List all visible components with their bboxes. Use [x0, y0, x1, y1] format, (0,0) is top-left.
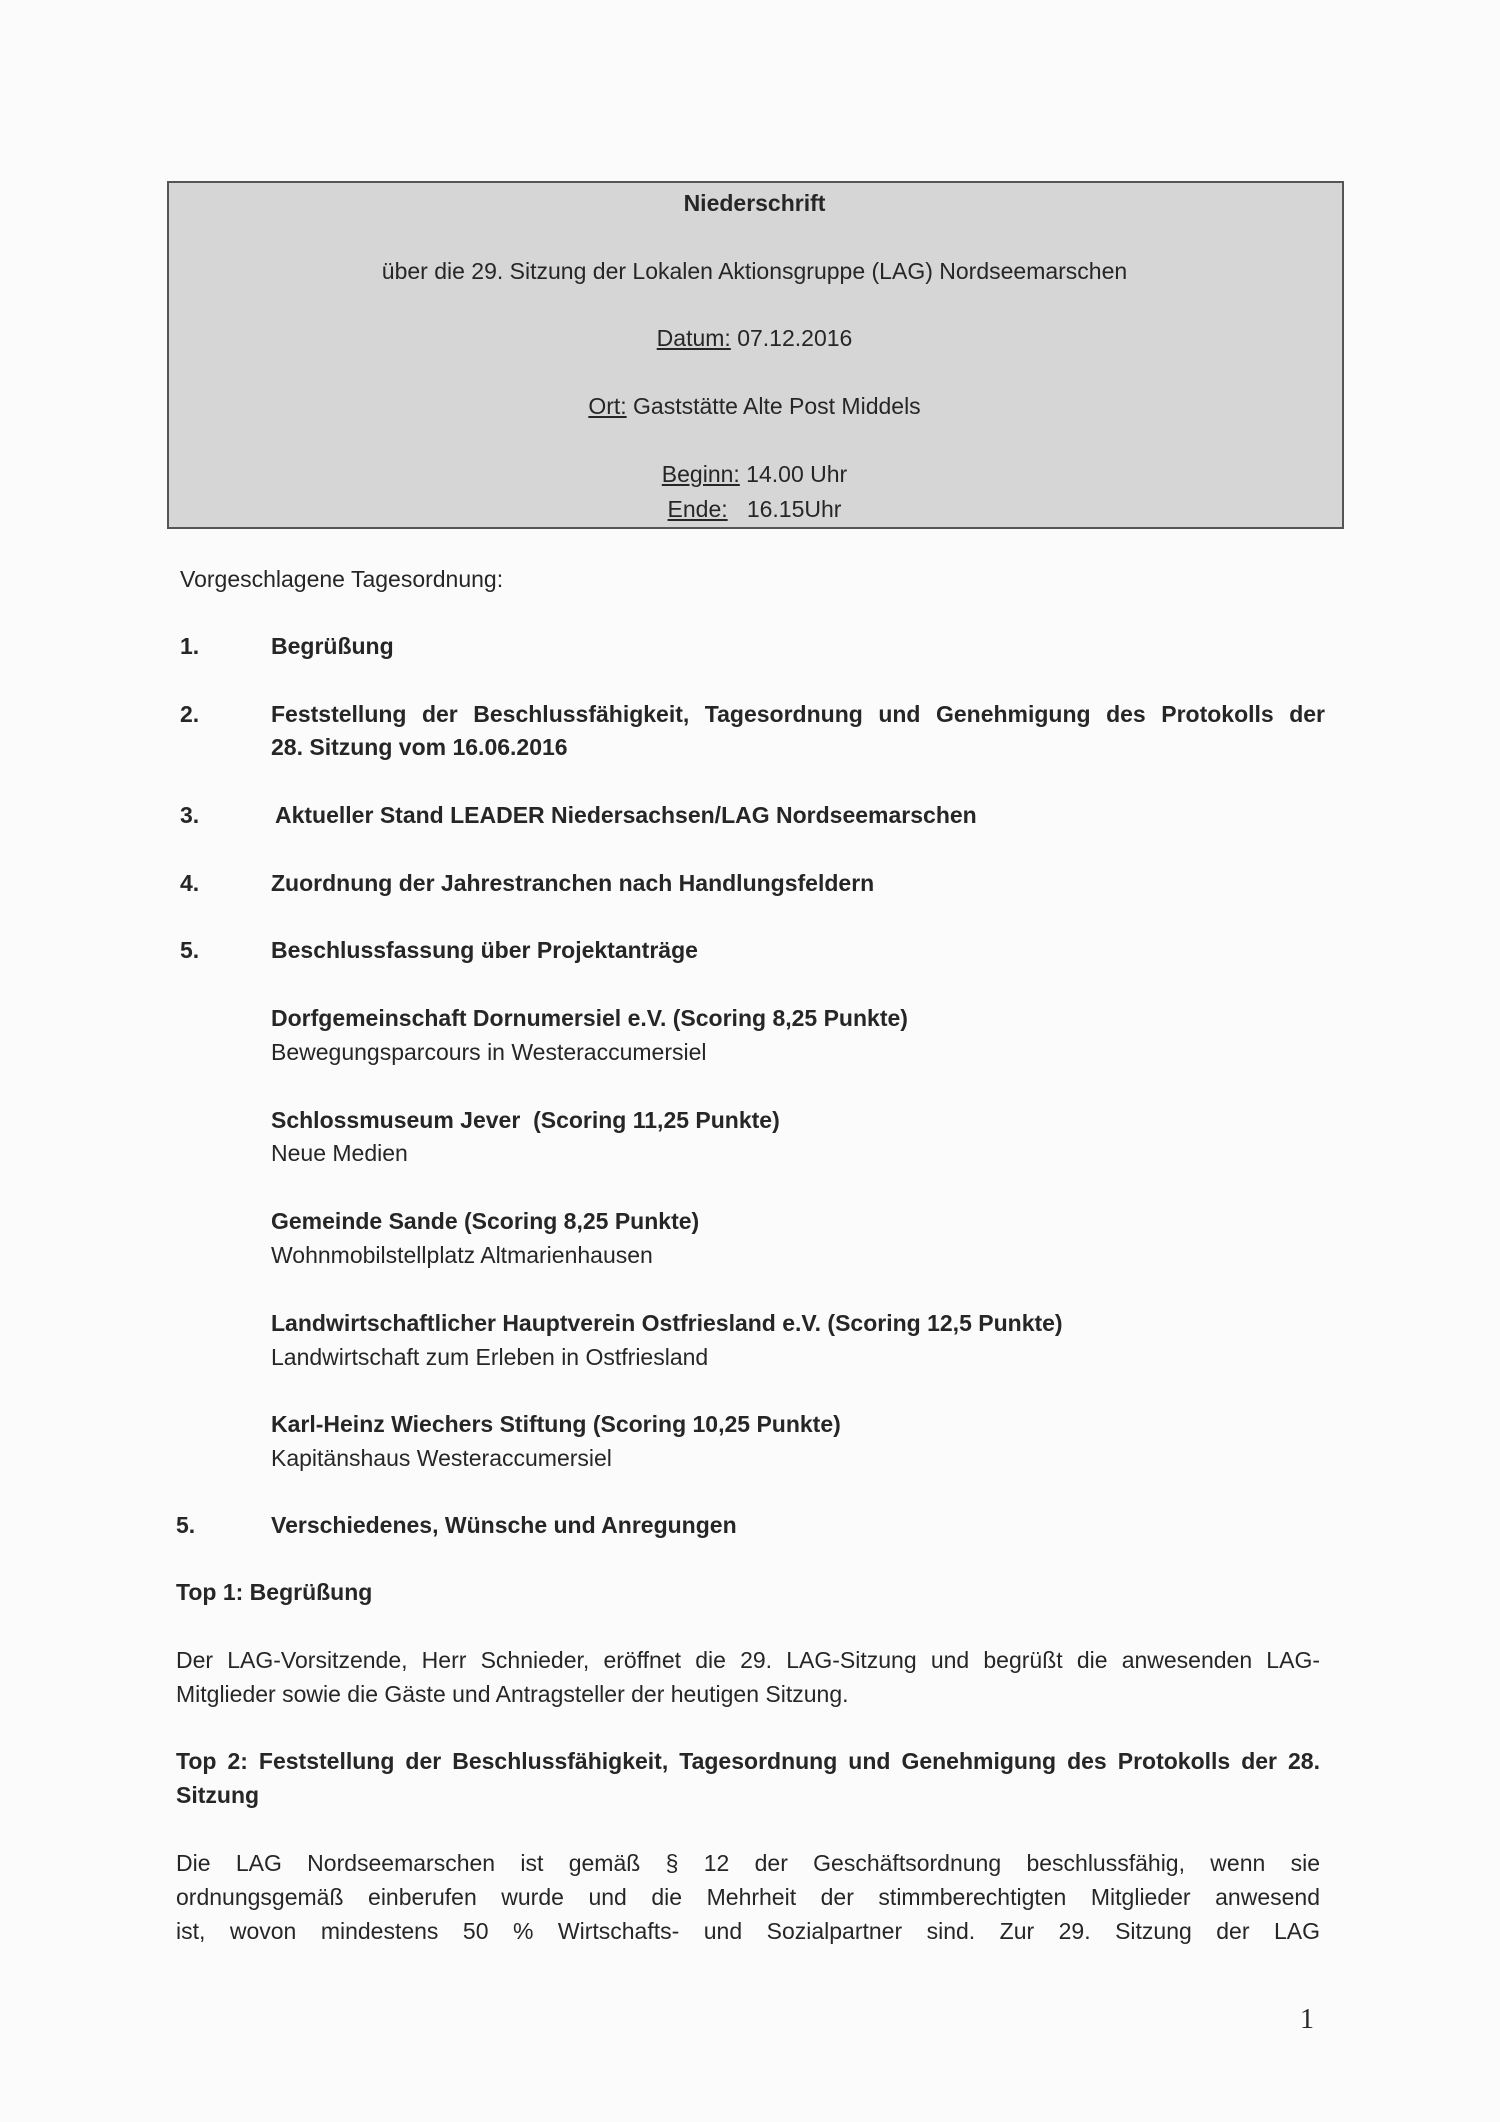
agenda-number: 1.: [180, 633, 200, 659]
start-label: Beginn:: [661, 461, 740, 487]
agenda-heading: Vorgeschlagene Tagesordnung:: [180, 566, 504, 592]
top1-heading: Top 1: Begrüßung: [176, 1579, 373, 1605]
agenda-number: 5.: [176, 1512, 196, 1538]
meeting-end: [167, 494, 1342, 524]
project-title: Bewegungsparcours in Westeraccumersiel: [271, 1039, 707, 1065]
agenda-item: Feststellung der Beschlussfähigkeit, Tagesordnung und Genehmigung des Protokolls der: [271, 701, 1325, 727]
project-title: Kapitänshaus Westeraccumersiel: [271, 1445, 612, 1471]
agenda-item: Begrüßung: [271, 633, 394, 659]
date-value: 07.12.2016: [730, 325, 853, 351]
agenda-item: Beschlussfassung über Projektanträge: [271, 937, 698, 963]
agenda-number: 5.: [180, 937, 200, 963]
end-label: Ende:: [667, 496, 728, 522]
top2-heading-cont: Sitzung: [176, 1782, 260, 1808]
document-subtitle: über die 29. Sitzung der Lokalen Aktionsgruppe (LAG) Nordseemarschen: [381, 258, 1128, 284]
meeting-place: [167, 391, 1342, 421]
project-title: Wohnmobilstellplatz Altmarienhausen: [271, 1242, 653, 1268]
project-applicant: Landwirtschaftlicher Hauptverein Ostfriesland e.V. (Scoring 12,5 Punkte): [271, 1310, 1063, 1336]
top1-text-line: Mitglieder sowie die Gäste und Antragsteller der heutigen Sitzung.: [176, 1681, 849, 1707]
project-applicant: Dorfgemeinschaft Dornumersiel e.V. (Scoring 8,25 Punkte): [271, 1005, 908, 1031]
document-title: Niederschrift: [683, 190, 826, 216]
project-applicant: Karl-Heinz Wiechers Stiftung (Scoring 10,25 Punkte): [271, 1411, 841, 1437]
agenda-item-cont: 28. Sitzung vom 16.06.2016: [271, 734, 568, 760]
project-applicant: Gemeinde Sande (Scoring 8,25 Punkte): [271, 1208, 700, 1234]
agenda-number: 2.: [180, 701, 200, 727]
agenda-number: 3.: [180, 802, 200, 828]
project-applicant: Schlossmuseum Jever (Scoring 11,25 Punkte): [271, 1107, 780, 1133]
top2-heading: Top 2: Feststellung der Beschlussfähigkeit, Tagesordnung und Genehmigung des Protokolls der 28.: [176, 1748, 1320, 1774]
end-value: 16.15Uhr: [727, 496, 842, 522]
meeting-date: [167, 323, 1342, 353]
date-label: Datum:: [656, 325, 731, 351]
agenda-item: Verschiedenes, Wünsche und Anregungen: [271, 1512, 737, 1538]
agenda-item: Zuordnung der Jahrestranchen nach Handlungsfeldern: [271, 870, 875, 896]
place-value: Gaststätte Alte Post Middels: [626, 393, 921, 419]
top2-text-line: ordnungsgemäß einberufen wurde und die Mehrheit der stimmberechtigten Mitglieder anwesend: [176, 1884, 1320, 1910]
top2-text-line: Die LAG Nordseemarschen ist gemäß § 12 der Geschäftsordnung beschlussfähig, wenn sie: [176, 1850, 1320, 1876]
project-title: Neue Medien: [271, 1140, 408, 1166]
start-value: 14.00 Uhr: [739, 461, 848, 487]
place-label: Ort:: [588, 393, 627, 419]
top2-text-line: ist, wovon mindestens 50 % Wirtschafts- und Sozialpartner sind. Zur 29. Sitzung der LAG: [176, 1918, 1320, 1944]
meeting-start: [167, 459, 1342, 489]
agenda-number: 4.: [180, 870, 200, 896]
top1-text-line: Der LAG-Vorsitzende, Herr Schnieder, eröffnet die 29. LAG-Sitzung und begrüßt die anwesenden LAG-: [176, 1647, 1320, 1673]
agenda-item: Aktueller Stand LEADER Niedersachsen/LAG Nordseemarschen: [275, 802, 977, 828]
project-title: Landwirtschaft zum Erleben in Ostfriesland: [271, 1344, 709, 1370]
page-number: 1: [1300, 2004, 1314, 2035]
